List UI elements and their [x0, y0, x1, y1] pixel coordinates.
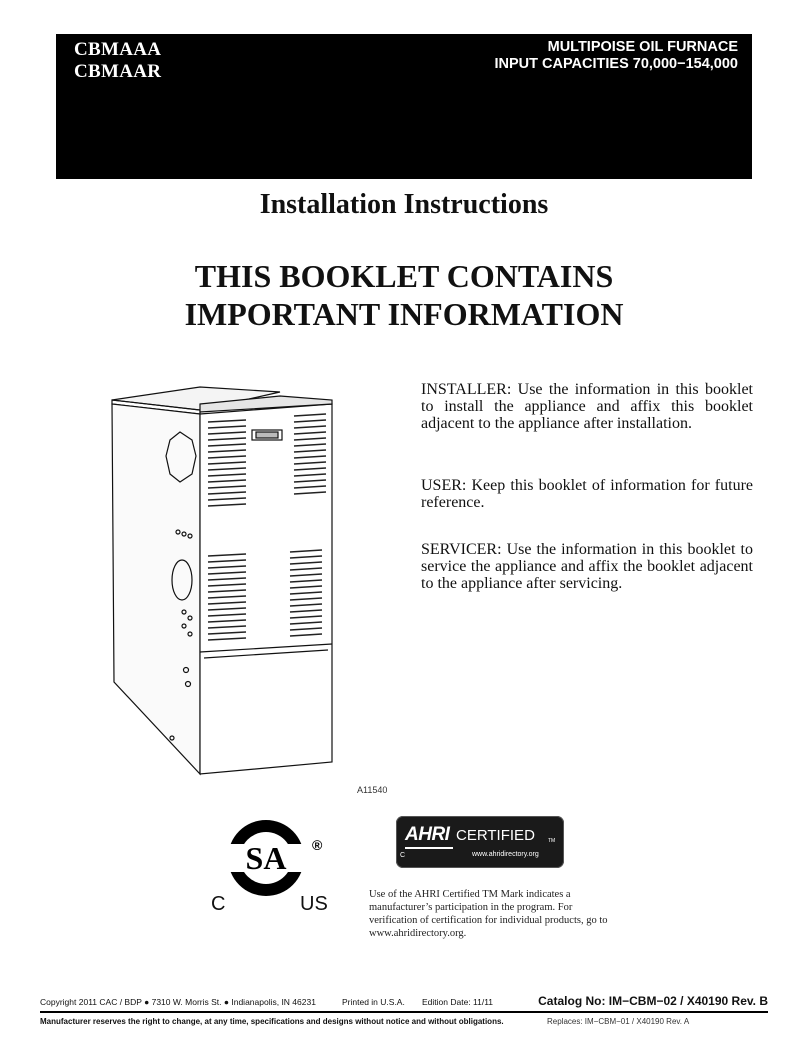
user-paragraph: USER: Keep this booklet of information for future reference.: [421, 477, 753, 511]
csa-mark: SA: [245, 840, 287, 876]
edition-date: Edition Date: 11/11: [422, 997, 494, 1007]
model-number-primary: CBMAAA: [74, 39, 162, 60]
furnace-illustration: [100, 382, 340, 782]
csa-us-label: US: [300, 893, 328, 915]
printed-in: Printed in U.S.A.: [342, 997, 405, 1007]
headline-line-1: THIS BOOKLET CONTAINS: [194, 258, 614, 294]
document-title: Installation Instructions: [259, 189, 549, 220]
input-capacities: INPUT CAPACITIES 70,000−154,000: [494, 56, 738, 72]
product-name: MULTIPOISE OIL FURNACE: [547, 39, 738, 55]
ahri-tm: TM: [548, 838, 556, 844]
ahri-url: www.ahridirectory.org: [472, 851, 539, 858]
ahri-underline: [405, 847, 453, 849]
footer-top: [40, 994, 768, 1010]
rights-notice: Manufacturer reserves the right to change, at any time, specifications and designs without notice and without obligations.: [40, 1017, 504, 1026]
footer-rule: [40, 1011, 768, 1013]
model-number-secondary: CBMAAR: [74, 61, 162, 82]
ahri-certified-text: CERTIFIED: [456, 827, 535, 844]
servicer-paragraph: SERVICER: Use the information in this booklet to service the appliance and affix the booklet adjacent to the appliance after servicing.: [421, 541, 753, 592]
replaces-note: Replaces: IM−CBM−01 / X40190 Rev. A: [547, 1017, 690, 1026]
ahri-wordmark: AHRI: [405, 824, 450, 845]
catalog-number: Catalog No: IM−CBM−02 / X40190 Rev. B: [538, 994, 768, 1008]
headline-line-2: IMPORTANT INFORMATION: [184, 296, 624, 332]
csa-c-label: C: [211, 893, 226, 915]
ahri-c: C: [400, 852, 406, 859]
copyright: Copyright 2011 CAC / BDP ● 7310 W. Morris St. ● Indianapolis, IN 46231: [40, 997, 316, 1007]
installer-paragraph: INSTALLER: Use the information in this booklet to install the appliance and affix this booklet adjacent to the appliance after installation.: [421, 381, 753, 432]
ahri-note: Use of the AHRI Certified TM Mark indicates a manufacturer’s participation in the program. For verification of certification for individual products, go to www.ahridirectory.org.: [369, 889, 608, 939]
footer-bottom: [40, 1017, 768, 1031]
figure-id: A11540: [357, 785, 388, 795]
header-band: [56, 34, 752, 179]
ahri-certified-logo: [396, 816, 564, 868]
csa-registered: ®: [312, 837, 323, 853]
